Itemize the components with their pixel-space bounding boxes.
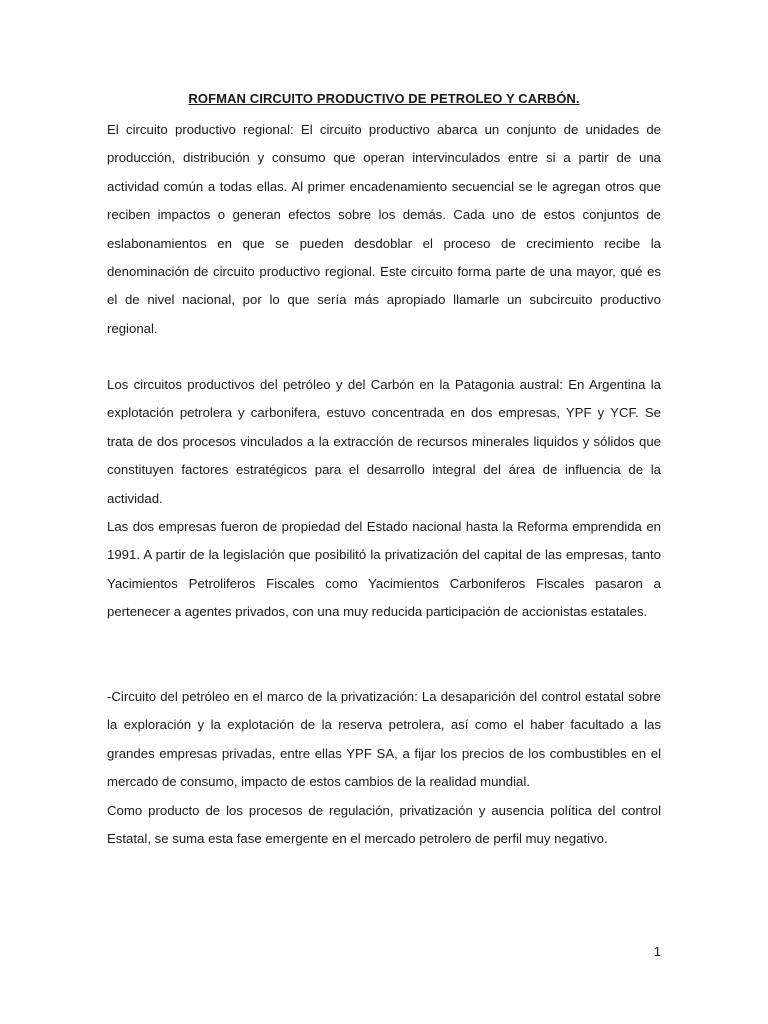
paragraph-regulacion: Como producto de los procesos de regulación, privatización y ausencia política del control Estatal, se suma esta fase emergente en el mercado petrolero de perfil muy negativo. [107, 803, 661, 847]
paragraph-circuito-petroleo: -Circuito del petróleo en el marco de la privatización: La desaparición del control estatal sobre la exploración y la explotación de la reserva petrolera, así como el haber facultado a las grandes empresas privadas, entre ellas YPF SA, a fijar los precios de los combustibles en el mercado de consumo, impacto de estos cambios de la realidad mundial. [107, 689, 661, 790]
document-title: ROFMAN CIRCUITO PRODUCTIVO DE PETROLEO Y CARBÓN. [188, 91, 580, 106]
paragraph-circuito-regional: El circuito productivo regional: El circuito productivo abarca un conjunto de unidades de producción, distribución y consumo que operan intervinculados entre si a partir de una actividad común a todas ellas. Al primer encadenamiento secuencial se le agregan otros que reciben impactos o generan efectos sobre los demás. Cada uno de estos conjuntos de eslabonamientos en que se pueden desdoblar el proceso de crecimiento recibe la denominación de circuito productivo regional. Este circuito forma parte de una mayor, qué es el de nivel nacional, por lo que sería más apropiado llamarle un subcircuito productivo regional. [107, 122, 661, 336]
paragraph-empresas-estado: Las dos empresas fueron de propiedad del Estado nacional hasta la Reforma emprendida en 1991. A partir de la legislación que posibilitó la privatización del capital de las empresas, tanto Yacimientos Petroliferos Fiscales como Yacimientos Carboniferos Fiscales pasaron a pertenecer a agentes privados, con una muy reducida participación de accionistas estatales. [107, 519, 661, 620]
paragraph-circuitos-patagonia: Los circuitos productivos del petróleo y del Carbón en la Patagonia austral: En Argentina la explotación petrolera y carbonifera, estuvo concentrada en dos empresas, YPF y YCF. Se trata de dos procesos vinculados a la extracción de recursos minerales liquidos y sólidos que constituyen factores estratégicos para el desarrollo integral del área de influencia de la actividad. [107, 377, 661, 506]
page-number: 1 [653, 944, 661, 959]
